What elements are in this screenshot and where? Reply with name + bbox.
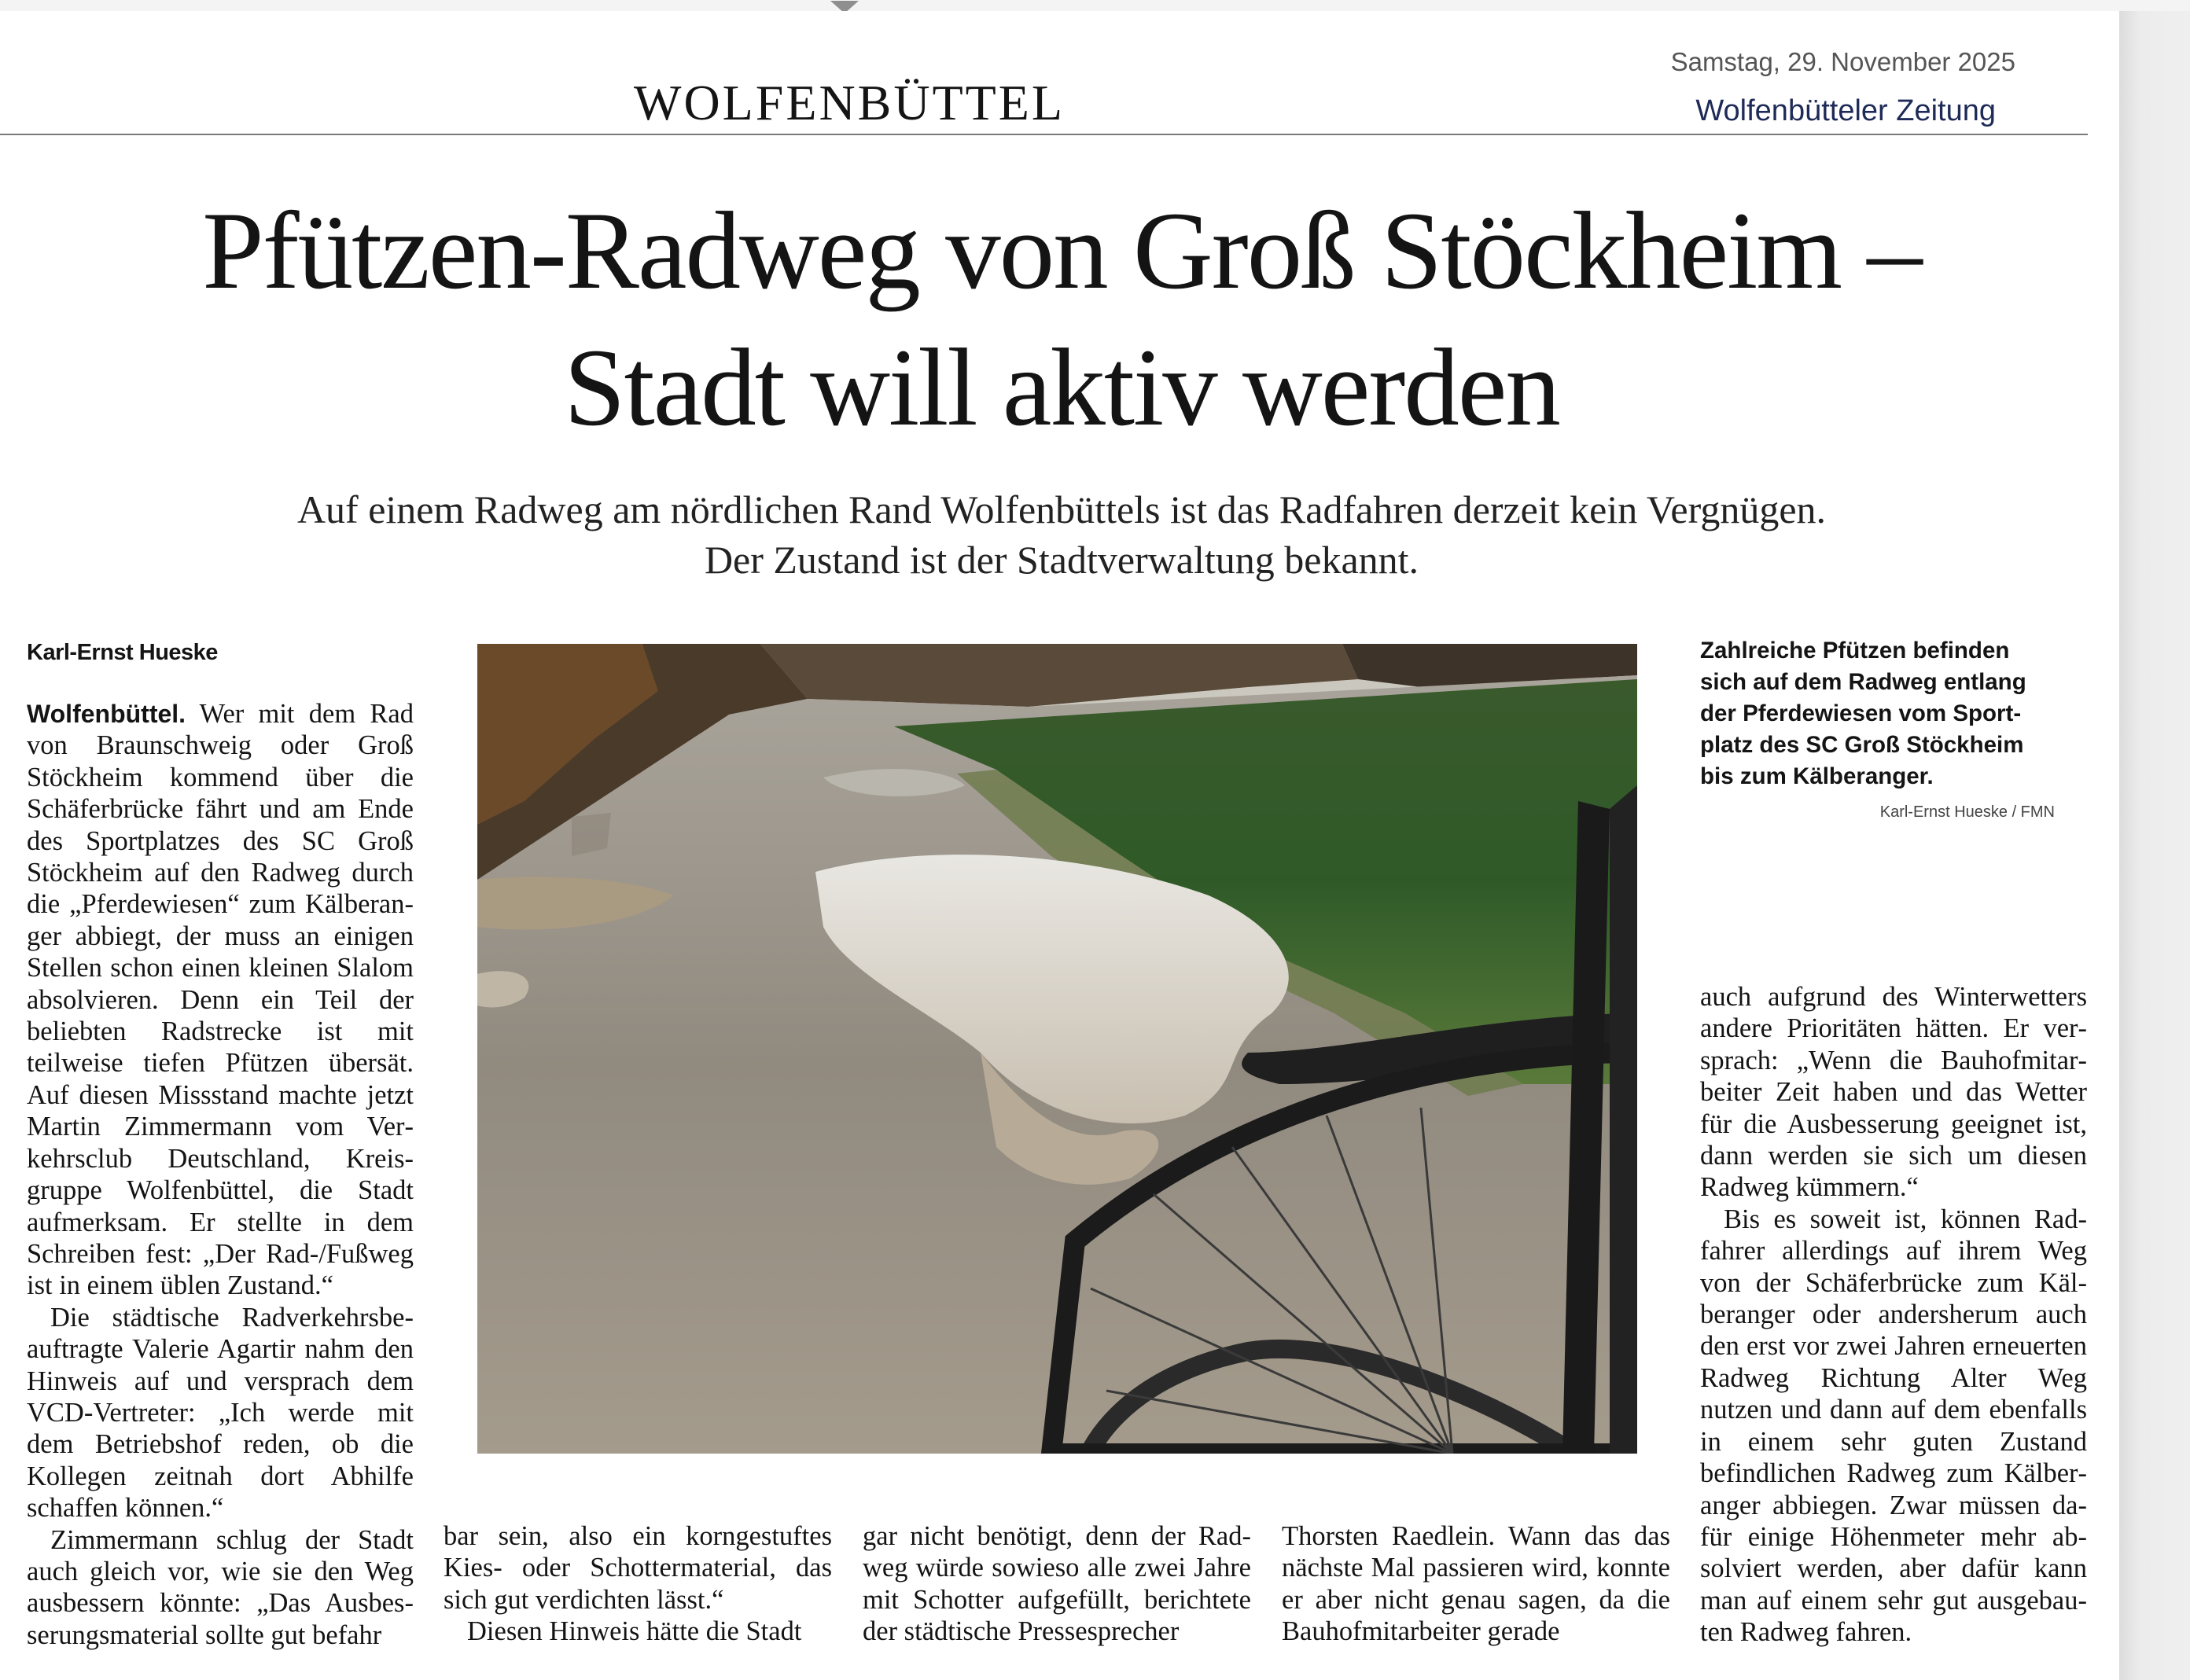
caption-line: sich auf dem Radweg entlang — [1700, 669, 2026, 695]
article-photo — [477, 644, 1637, 1454]
caption-line: Zahlreiche Pfützen befinden — [1700, 638, 2010, 664]
paragraph — [27, 698, 414, 1302]
paragraph: Zimmermann schlug der Stadt auch gleich vor, wie sie den Weg ausbessern könnte: „Das Ausbesserungsmaterial sollte gut befahr — [27, 1524, 414, 1650]
paragraph: Diesen Hinweis hätte die Stadt — [467, 1616, 802, 1647]
paragraph: auch aufgrund des Winterwetters andere Prioritäten hätten. Er versprach: „Wenn die Bauhofmitarbeiter Zeit haben und das Wetter für die Ausbesserung geeignet ist, dann werden sie sich um diesen Radweg kümmern.“ — [1700, 982, 2087, 1203]
text-column-2 — [444, 1520, 832, 1648]
photo-caption — [1700, 635, 2070, 792]
headline-line-1: Pfützen-Radweg von Groß Stöckheim – — [202, 189, 1921, 312]
newspaper-name: Wolfenbütteler Zeitung — [1695, 94, 1996, 127]
article-headline — [142, 182, 1982, 456]
text-column-5 — [1700, 981, 2087, 1649]
subheadline-line-1: Auf einem Radweg am nördlichen Rand Wolfenbüttels ist das Radfahren derzeit kein Vergnügen. — [296, 487, 1827, 531]
paragraph: gar nicht benötigt, denn der Radweg würde sowieso alle zwei Jahre mit Schotter aufgefüllt, berichtete der städtische Pressesprecher — [863, 1521, 1251, 1647]
newspaper-page — [0, 11, 2119, 1680]
caption-line: platz des SC Groß Stöckheim — [1700, 732, 2024, 758]
paragraph: bar sein, also ein korngestuftes Kies- oder Schottermaterial, das sich gut verdichten lässt.“ — [444, 1521, 832, 1615]
issue-date: Samstag, 29. November 2025 — [1670, 47, 2015, 76]
photo-puddle-bike-path — [477, 644, 1637, 1454]
paragraph: Die städtische Radverkehrsbeauftragte Valerie Agartir nahm den Hinweis auf und versprach dem VCD-Vertreter: „Ich werde mit dem Betriebshof reden, ob die Kollegen zeitnah dort Abhilfe schaffen können.“ — [27, 1302, 414, 1524]
dateline: Wolfenbüttel. — [27, 700, 186, 728]
text-column-4 — [1282, 1520, 1670, 1648]
subheadline-line-2: Der Zustand ist der Stadtverwaltung bekannt. — [704, 538, 1419, 582]
viewer-top-strip — [0, 0, 2190, 12]
photo-credit: Karl-Ernst Hueske / FMN — [1879, 803, 2055, 821]
viewer-scroll-gutter[interactable] — [2119, 11, 2190, 1680]
caption-line: der Pferdewiesen vom Sport- — [1700, 700, 2022, 726]
paragraph: Thorsten Raedlein. Wann das das nächste Mal passieren wird, konnte er aber nicht genau sagen, da die Bauhofmitarbeiter gerade — [1282, 1521, 1670, 1647]
headline-line-2: Stadt will aktiv werden — [564, 326, 1559, 449]
author-byline: Karl-Ernst Hueske — [27, 640, 218, 665]
text-column-3 — [863, 1520, 1251, 1648]
caption-line: bis zum Kälberanger. — [1700, 763, 1934, 789]
article-subheadline — [189, 484, 1934, 585]
paragraph: Bis es soweit ist, können Radfahrer allerdings auf ihrem Weg von der Schäferbrücke zum Kälberanger oder andersherum auch den erst vor zwei Jahren erneuerten Radweg Richtung Alter Weg nutzen und dann auf dem ebenfalls in einem sehr guten Zustand befindlichen Radweg zum Kälberanger abbiegen. Zwar müssen dafür einige Höhenmeter mehr absolviert werden, aber dafür kann man auf einem sehr gut ausgebauten Radweg fahren. — [1700, 1204, 2087, 1648]
text-column-1 — [27, 698, 414, 1651]
header-divider — [0, 134, 2088, 135]
section-title: WOLFENBÜTTEL — [634, 75, 1065, 131]
paragraph-text: Wer mit dem Rad von Braunschweig oder Groß Stöckheim kommend über die Schäferbrücke fährt und am Ende des Sportplatzes des SC Groß Stöckheim auf den Radweg durch die „Pferdewiesen“ zum Kälberanger abbiegt, der muss an einigen Stellen schon einen kleinen Slalom absolvieren. Denn ein Teil der beliebten Radstrecke ist mit teilweise tiefen Pfützen übersät. Auf diesen Missstand machte jetzt Martin Zimmermann vom Verkehrsclub Deutschland, Kreisgruppe Wolfenbüttel, die Stadt aufmerksam. Er stellte in dem Schreiben fest: „Der Rad-/Fußweg ist in einem üblen Zustand.“ — [27, 699, 414, 1301]
